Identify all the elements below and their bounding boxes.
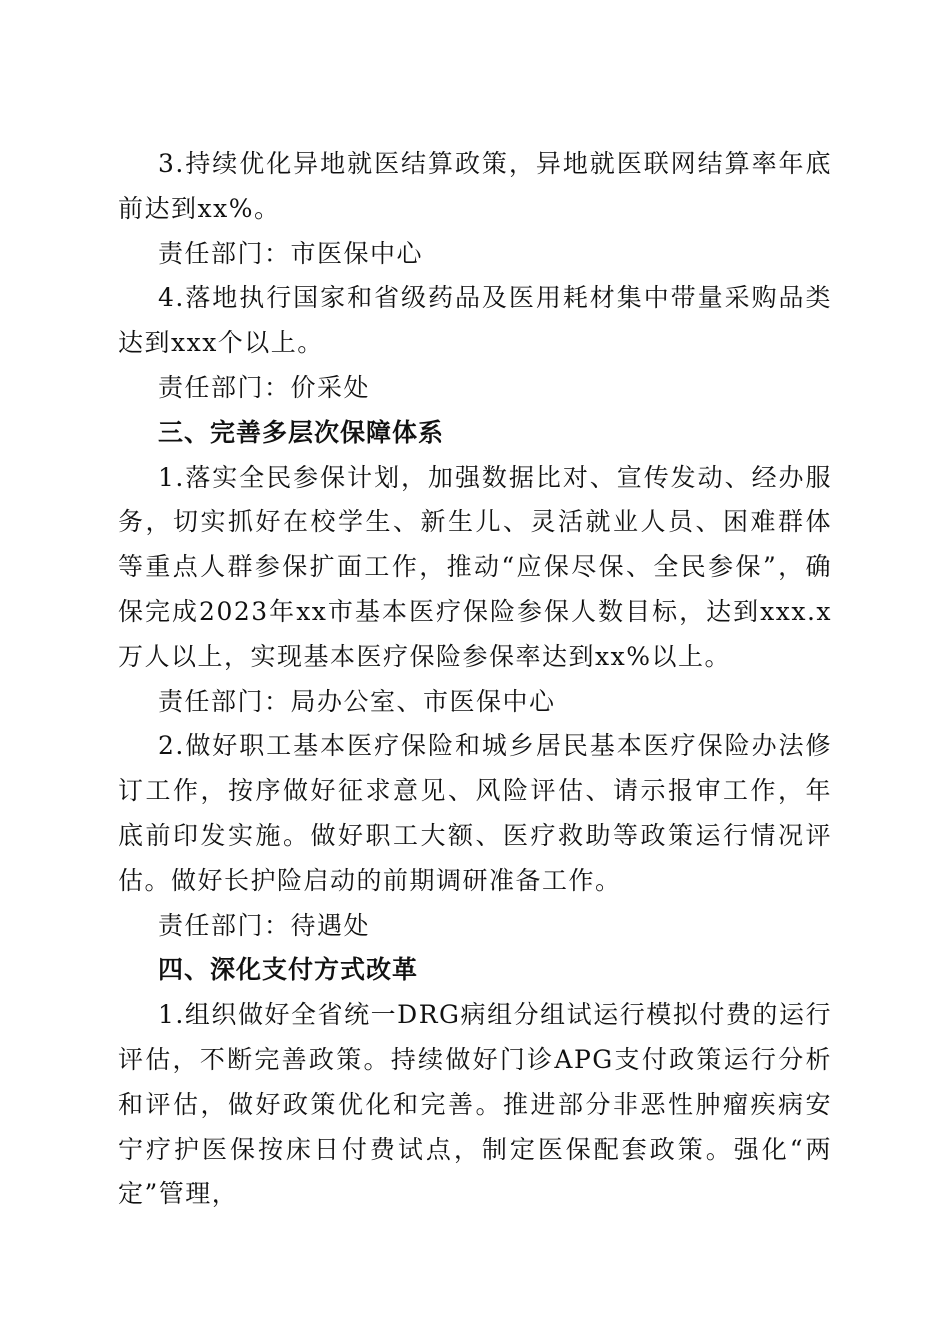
section-heading-3: 三、完善多层次保障体系 — [158, 417, 445, 447]
paragraph-item-1-enrollment: 1.落实全民参保计划，加强数据比对、宣传发动、经办服务，切实抓好在校学生、新生儿、灵活就业人员、困难群体等重点人群参保扩面工作，推动“应保尽保、全民参保”，确保完成2023年xx市基本医疗保险参保人数目标，达到xxx.x万人以上，实现基本医疗保险参保率达到xx%以上。 — [118, 462, 832, 671]
paragraph-item-3-settlement: 3.持续优化异地就医结算政策，异地就医联网结算率年底前达到xx%。 — [118, 149, 832, 223]
paragraph-item-2-revision: 2.做好职工基本医疗保险和城乡居民基本医疗保险办法修订工作，按序做好征求意见、风险评估、请示报审工作，年底前印发实施。做好职工大额、医疗救助等政策运行情况评估。做好长护险启动的前期调研准备工作。 — [118, 731, 832, 895]
responsible-dept-line: 责任部门：待遇处 — [158, 910, 371, 940]
section-heading-4: 四、深化支付方式改革 — [158, 955, 419, 985]
document-body — [118, 142, 832, 1217]
responsible-dept-line: 责任部门：价采处 — [158, 372, 371, 402]
paragraph-item-4-procurement: 4.落地执行国家和省级药品及医用耗材集中带量采购品类达到xxx个以上。 — [118, 283, 832, 358]
paragraph-item-1-drg: 1.组织做好全省统一DRG病组分组试运行模拟付费的运行评估，不断完善政策。持续做好门诊APG支付政策运行分析和评估，做好政策优化和完善。推进部分非恶性肿瘤疾病安宁疗护医保按床日付费试点，制定医保配套政策。强化“两定”管理， — [118, 1000, 832, 1209]
responsible-dept-line: 责任部门：局办公室、市医保中心 — [158, 686, 556, 716]
responsible-dept-line: 责任部门：市医保中心 — [158, 238, 424, 268]
